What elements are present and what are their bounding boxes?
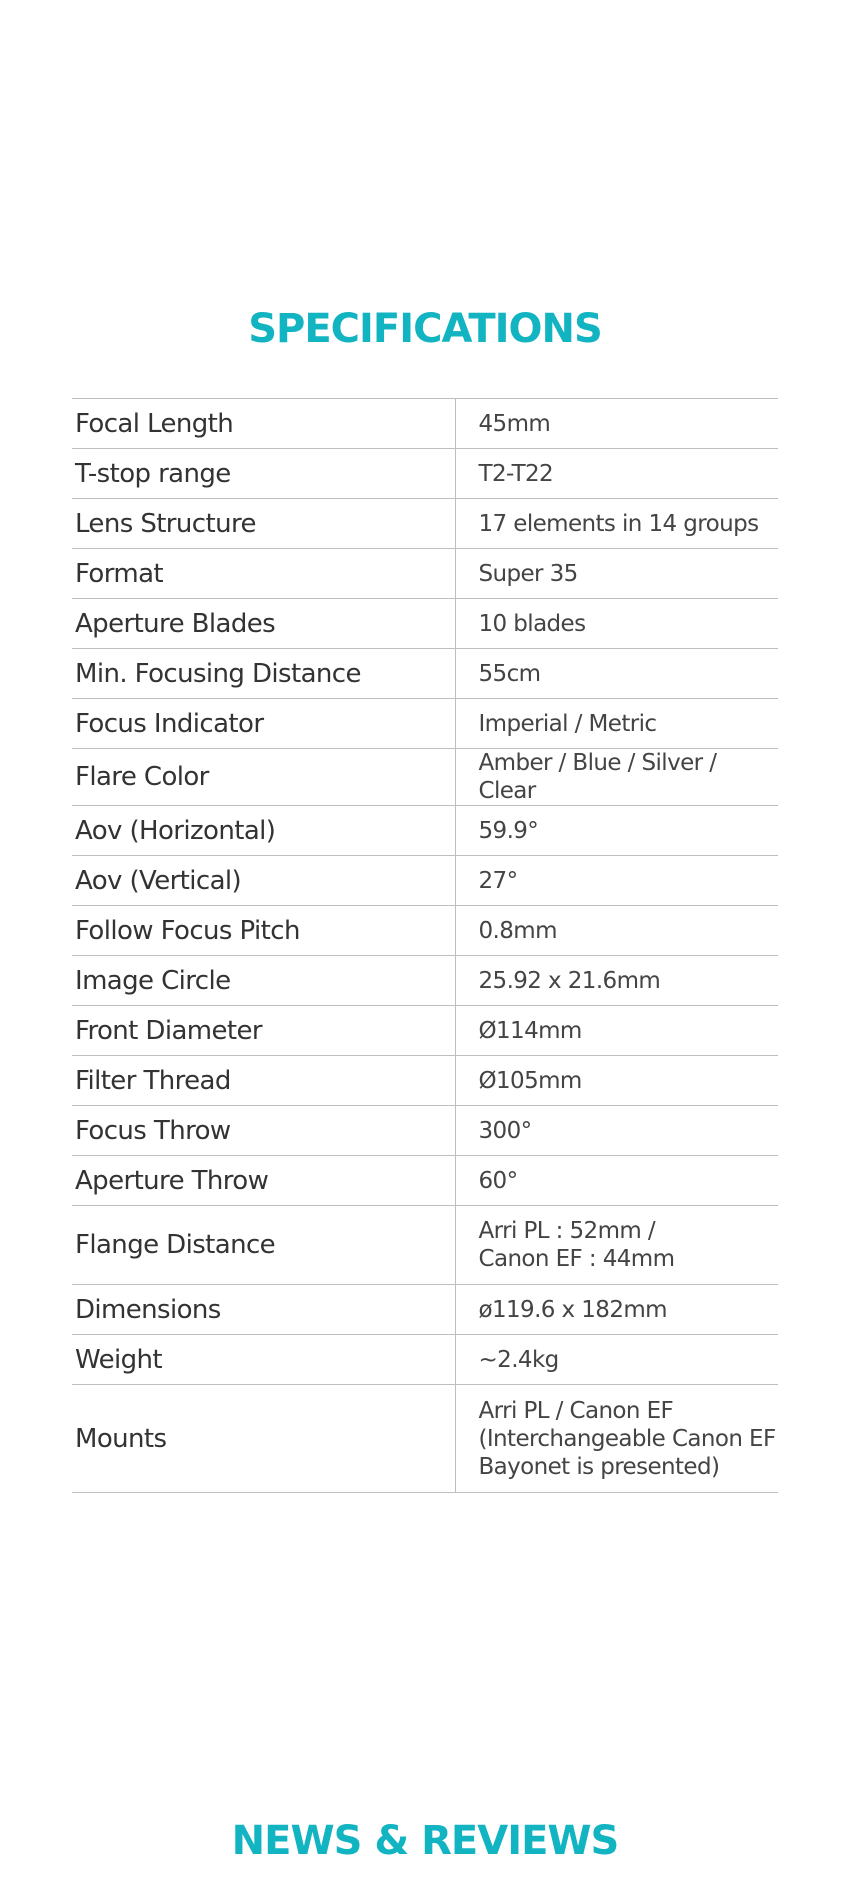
spec-label: Image Circle [75,965,231,996]
spec-label: Aov (Vertical) [75,865,242,896]
spec-row [72,599,778,649]
spec-label: Min. Focusing Distance [75,658,361,689]
spec-value: Amber / Blue / Silver / Clear [455,749,778,806]
spec-label: Front Diameter [75,1015,263,1046]
spec-value: Ø105mm [455,1056,778,1106]
spec-label: Flare Color [75,762,209,792]
spec-value: 17 elements in 14 groups [455,499,778,549]
spec-value: 0.8mm [455,906,778,956]
spec-value: ~2.4kg [455,1335,778,1385]
specifications-heading: SPECIFICATIONS [248,306,602,352]
spec-row [72,1385,778,1493]
spec-value: Imperial / Metric [455,699,778,749]
spec-row [72,399,778,449]
spec-row [72,956,778,1006]
spec-label: Follow Focus Pitch [75,915,300,946]
spec-label: T-stop range [75,458,231,489]
specifications-table [72,398,778,1493]
spec-row [72,499,778,549]
spec-row [72,1285,778,1335]
spec-row [72,649,778,699]
spec-row [72,1335,778,1385]
spec-row [72,806,778,856]
spec-value: Arri PL : 52mm / Canon EF : 44mm [455,1206,778,1285]
spec-label: Focal Length [75,408,234,439]
spec-row [72,549,778,599]
spec-value: ø119.6 x 182mm [455,1285,778,1335]
spec-row [72,906,778,956]
spec-value: 25.92 x 21.6mm [455,956,778,1006]
spec-label: Weight [75,1344,162,1375]
spec-label: Format [75,558,164,589]
news-reviews-heading: NEWS & REVIEWS [231,1818,619,1864]
spec-value: 55cm [455,649,778,699]
spec-row [72,449,778,499]
spec-value: Super 35 [455,549,778,599]
spec-value: 10 blades [455,599,778,649]
spec-row [72,1206,778,1285]
spec-row [72,1106,778,1156]
spec-label: Lens Structure [75,508,256,539]
spec-row [72,699,778,749]
spec-value: 300° [455,1106,778,1156]
spec-value: Ø114mm [455,1006,778,1056]
spec-row [72,1006,778,1056]
spec-value: T2-T22 [455,449,778,499]
spec-value: 27° [455,856,778,906]
spec-value: 60° [455,1156,778,1206]
spec-label: Aov (Horizontal) [75,815,276,846]
spec-label: Mounts [75,1423,167,1454]
spec-row [72,1056,778,1106]
spec-label: Filter Thread [75,1065,231,1096]
spec-label: Focus Indicator [75,708,264,739]
spec-row [72,1156,778,1206]
spec-row [72,749,778,806]
spec-value: Arri PL / Canon EF (Interchangeable Canon EF Bayonet is presented) [455,1385,778,1493]
spec-value: 59.9° [455,806,778,856]
spec-label: Aperture Throw [75,1165,269,1196]
spec-row [72,856,778,906]
spec-label: Focus Throw [75,1115,231,1146]
spec-label: Flange Distance [75,1230,276,1260]
spec-label: Dimensions [75,1294,221,1325]
spec-label: Aperture Blades [75,608,276,639]
spec-value: 45mm [455,399,778,449]
